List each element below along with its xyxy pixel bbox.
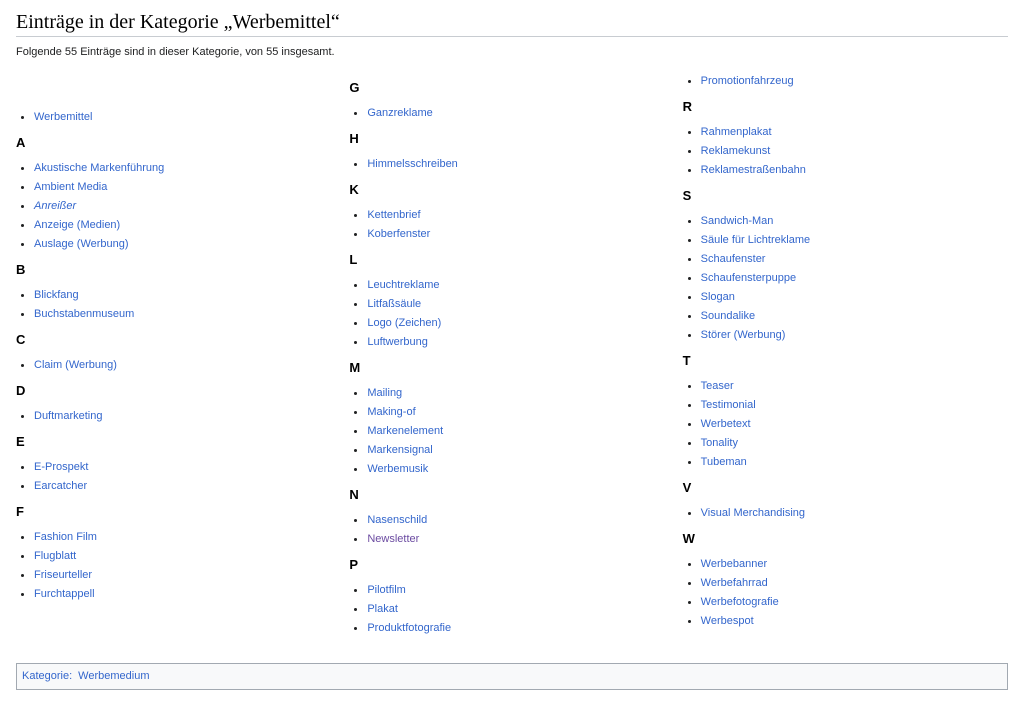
list-item	[349, 333, 682, 352]
list-item	[16, 159, 349, 178]
entry-link[interactable]: Sandwich-Man	[700, 215, 774, 227]
entry-list	[16, 159, 349, 254]
list-item	[683, 504, 1016, 523]
list-item	[683, 123, 1016, 142]
list-item	[349, 619, 682, 638]
entry-list	[683, 504, 1016, 523]
page-title: Einträge in der Kategorie „Werbemittel“	[16, 10, 1008, 37]
list-item	[16, 235, 349, 254]
entry-link[interactable]: Luftwerbung	[367, 336, 428, 348]
group-heading	[16, 72, 349, 108]
entry-list	[16, 407, 349, 426]
entries-column-2	[349, 72, 682, 638]
list-item	[16, 566, 349, 585]
list-item	[683, 326, 1016, 345]
entry-list	[16, 286, 349, 324]
entry-link[interactable]: Plakat	[367, 603, 398, 615]
list-item	[16, 305, 349, 324]
category-entries	[16, 72, 1016, 638]
entry-link[interactable]: Soundalike	[700, 310, 756, 322]
group-heading: K	[349, 182, 359, 197]
group-heading: P	[349, 557, 358, 572]
entry-link[interactable]: Claim (Werbung)	[34, 359, 117, 371]
group-heading: N	[349, 487, 359, 502]
list-item	[683, 161, 1016, 180]
category-count-text: Folgende 55 Einträge sind in dieser Kategorie, von 55 insgesamt.	[16, 46, 335, 58]
list-item	[349, 581, 682, 600]
entry-link[interactable]: Earcatcher	[34, 480, 88, 492]
entry-link[interactable]: Testimonial	[700, 399, 756, 411]
entry-link[interactable]: Slogan	[700, 291, 735, 303]
group-heading: T	[682, 353, 691, 368]
entry-link[interactable]: Werbefotografie	[700, 596, 779, 608]
entry-list	[16, 528, 349, 604]
group-heading: W	[682, 531, 695, 546]
list-item	[349, 155, 682, 174]
category-links-box	[16, 663, 1008, 690]
entry-link[interactable]: Pilotfilm	[367, 584, 406, 596]
list-item	[349, 295, 682, 314]
group-heading: G	[349, 80, 360, 95]
entry-list	[349, 384, 682, 479]
entry-link[interactable]: E-Prospekt	[34, 461, 89, 473]
list-item	[683, 396, 1016, 415]
entry-link[interactable]: Tubeman	[700, 456, 747, 468]
list-item	[16, 528, 349, 547]
list-item	[683, 269, 1016, 288]
group-heading: F	[16, 504, 24, 519]
list-item	[683, 307, 1016, 326]
entry-link[interactable]: Werbebanner	[700, 558, 768, 570]
entry-link[interactable]: Koberfenster	[367, 228, 431, 240]
list-item	[683, 415, 1016, 434]
list-item	[349, 403, 682, 422]
list-item	[16, 108, 349, 127]
list-item	[16, 407, 349, 426]
entry-list	[683, 555, 1016, 631]
list-item	[16, 356, 349, 375]
entry-list	[16, 458, 349, 496]
list-item	[349, 276, 682, 295]
entry-link[interactable]: Promotionfahrzeug	[700, 75, 794, 87]
list-item	[683, 574, 1016, 593]
list-item	[683, 212, 1016, 231]
list-item	[349, 441, 682, 460]
list-item	[349, 104, 682, 123]
list-item	[349, 422, 682, 441]
entry-link[interactable]: Rahmenplakat	[700, 126, 772, 138]
entry-link[interactable]: Reklamestraßenbahn	[700, 164, 806, 176]
list-item	[683, 377, 1016, 396]
entry-link[interactable]: Anzeige (Medien)	[34, 219, 121, 231]
entry-list	[683, 212, 1016, 345]
list-item	[683, 142, 1016, 161]
group-heading: C	[16, 332, 26, 347]
entry-list	[683, 123, 1016, 180]
entry-link[interactable]: Buchstabenmuseum	[34, 308, 135, 320]
entry-link[interactable]: Fashion Film	[34, 531, 97, 543]
group-heading: S	[682, 188, 692, 203]
entry-link[interactable]: Anreißer	[34, 200, 77, 212]
group-heading: B	[16, 262, 26, 277]
group-heading: D	[16, 383, 26, 398]
entry-list	[349, 511, 682, 549]
group-heading: E	[16, 434, 25, 449]
entry-link[interactable]: Ambient Media	[34, 181, 108, 193]
entry-link[interactable]: Tonality	[700, 437, 738, 449]
entry-list	[349, 581, 682, 638]
categories-link[interactable]: Kategorie:	[22, 670, 73, 682]
entry-link[interactable]: Störer (Werbung)	[700, 329, 786, 341]
list-item	[16, 216, 349, 235]
entry-link[interactable]: Werbemusik	[367, 463, 429, 475]
entry-link[interactable]: Markensignal	[367, 444, 433, 456]
list-item	[16, 547, 349, 566]
entries-column-1	[16, 72, 349, 638]
list-item	[683, 434, 1016, 453]
list-item	[16, 458, 349, 477]
entry-link[interactable]: Auslage (Werbung)	[34, 238, 129, 250]
entry-link[interactable]: Ganzreklame	[367, 107, 433, 119]
entry-list	[683, 72, 1016, 91]
category-link-werbemedium[interactable]: Werbemedium	[78, 670, 150, 682]
entry-link[interactable]: Werbetext	[700, 418, 751, 430]
entry-link[interactable]: Visual Merchandising	[700, 507, 806, 519]
list-item	[349, 460, 682, 479]
entry-list	[16, 356, 349, 375]
entry-link[interactable]: Schaufensterpuppe	[700, 272, 797, 284]
entry-list	[16, 108, 349, 127]
entry-link[interactable]: Produktfotografie	[367, 622, 452, 634]
entry-link[interactable]: Reklamekunst	[700, 145, 771, 157]
entry-link[interactable]: Markenelement	[367, 425, 444, 437]
group-heading: A	[16, 135, 26, 150]
entry-link[interactable]: Making-of	[367, 406, 416, 418]
entry-link[interactable]: Friseurteller	[34, 569, 93, 581]
entry-link[interactable]: Leuchtreklame	[367, 279, 440, 291]
entry-list	[349, 206, 682, 244]
entry-link[interactable]: Werbefahrrad	[700, 577, 768, 589]
entry-link[interactable]: Newsletter	[367, 533, 420, 545]
entry-link[interactable]: Säule für Lichtreklame	[700, 234, 811, 246]
group-heading: M	[349, 360, 361, 375]
entry-link[interactable]: Blickfang	[34, 289, 79, 301]
group-heading: V	[682, 480, 692, 495]
entry-link[interactable]: Akustische Markenführung	[34, 162, 165, 174]
list-item	[16, 178, 349, 197]
list-item	[349, 384, 682, 403]
entry-list	[349, 155, 682, 174]
entry-list	[349, 276, 682, 352]
entry-link[interactable]: Nasenschild	[367, 514, 428, 526]
list-item	[683, 72, 1016, 91]
list-item	[349, 600, 682, 619]
entry-link[interactable]: Schaufenster	[700, 253, 766, 265]
entry-link[interactable]: Duftmarketing	[34, 410, 103, 422]
list-item	[16, 477, 349, 496]
list-item	[349, 206, 682, 225]
list-item	[683, 612, 1016, 631]
list-item	[683, 555, 1016, 574]
entry-list	[683, 377, 1016, 472]
entry-link[interactable]: Kettenbrief	[367, 209, 421, 221]
list-item	[683, 288, 1016, 307]
entry-link[interactable]: Logo (Zeichen)	[367, 317, 442, 329]
list-item	[16, 197, 349, 216]
entry-link[interactable]: Mailing	[367, 387, 403, 399]
entry-link[interactable]: Litfaßsäule	[367, 298, 422, 310]
list-item	[349, 225, 682, 244]
list-item	[683, 593, 1016, 612]
list-item	[683, 231, 1016, 250]
entry-link[interactable]: Furchtappell	[34, 588, 95, 600]
list-item	[683, 250, 1016, 269]
group-heading: H	[349, 131, 359, 146]
list-item	[349, 530, 682, 549]
entry-list	[349, 104, 682, 123]
entry-link[interactable]: Werbemittel	[34, 111, 93, 123]
list-item	[16, 585, 349, 604]
list-item	[16, 286, 349, 305]
entry-link[interactable]: Teaser	[700, 380, 734, 392]
entry-link[interactable]: Flugblatt	[34, 550, 77, 562]
group-heading: R	[682, 99, 693, 114]
list-item	[349, 511, 682, 530]
list-item	[349, 314, 682, 333]
entry-link[interactable]: Werbespot	[700, 615, 754, 627]
entry-link[interactable]: Himmelsschreiben	[367, 158, 458, 170]
group-heading: L	[349, 252, 358, 267]
entries-column-3	[683, 72, 1016, 638]
list-item	[683, 453, 1016, 472]
